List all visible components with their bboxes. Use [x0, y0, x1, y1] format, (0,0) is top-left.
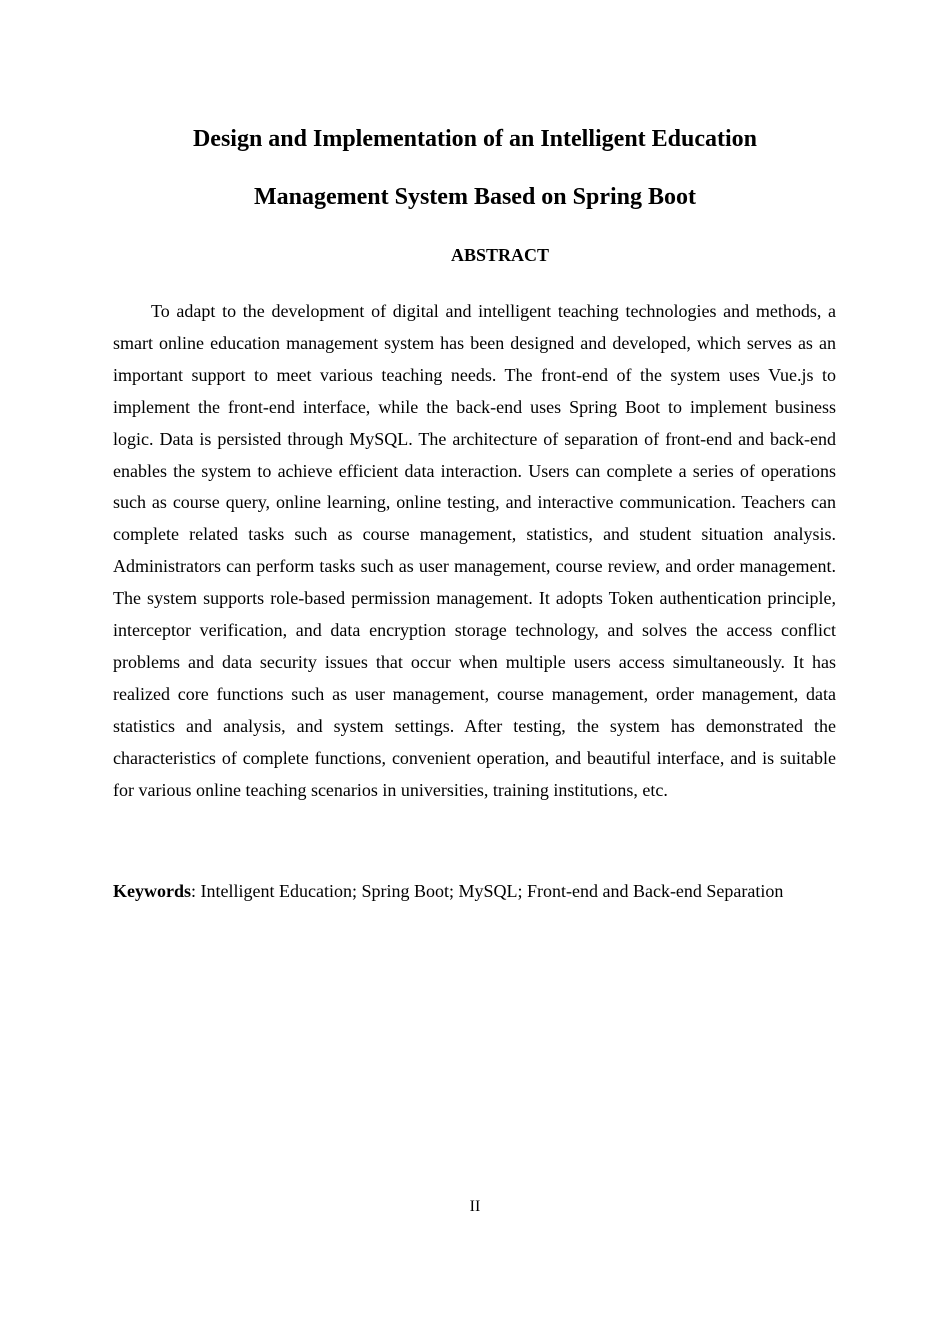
- keywords-label: Keywords: [113, 881, 191, 901]
- paper-title-line-2: Management System Based on Spring Boot: [253, 184, 697, 210]
- abstract-body: To adapt to the development of digital and intelligent teaching technologies and methods, a smart online education management system has been designed and developed, which serves as an important support to meet various teaching needs. The front-end of the system uses Vue.js to implement the front-end interface, while the back-end uses Spring Boot to implement business logic. Data is persisted through MySQL. The architecture of separation of front-end and back-end enables the system to achieve efficient data interaction. Users can complete a series of operations such as course query, online learning, online testing, and interactive communication. Teachers can complete related tasks such as course management, statistics, and student situation analysis. Administrators can perform tasks such as user management, course review, and order management. The system supports role-based permission management. It adopts Token authentication principle, interceptor verification, and data encryption storage technology, and solves the access conflict problems and data security issues that occur when multiple users access simultaneously. It has realized core functions such as user management, course management, order management, data statistics and analysis, and system settings. After testing, the system has demonstrated the characteristics of complete functions, convenient operation, and beautiful interface, and is suitable for various online teaching scenarios in universities, training institutions, etc.: [113, 301, 836, 800]
- keywords-line: [113, 877, 873, 905]
- keywords-text: : Intelligent Education; Spring Boot; MySQL; Front-end and Back-end Separation: [191, 881, 784, 901]
- abstract-heading: ABSTRACT: [450, 245, 550, 265]
- paper-title-line-1: Design and Implementation of an Intelligent Education: [192, 126, 758, 152]
- page-number: II: [469, 1198, 481, 1215]
